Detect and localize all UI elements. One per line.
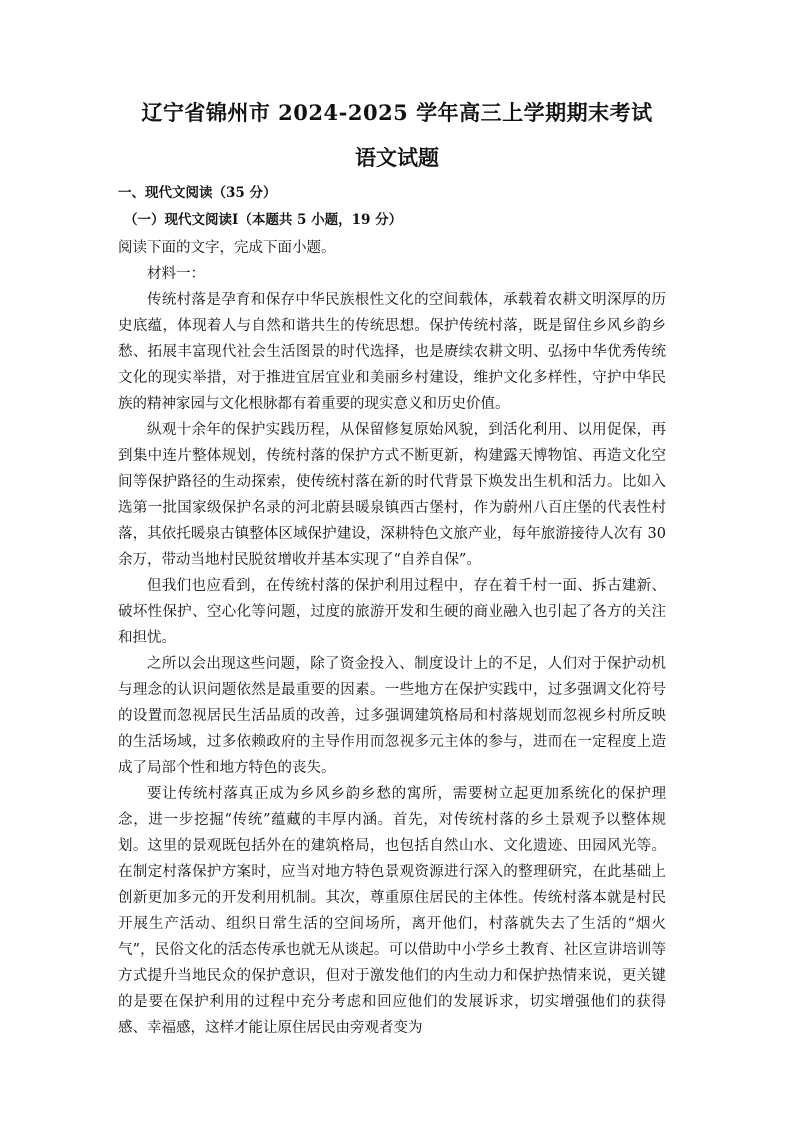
paragraph-5: 要让传统村落真正成为乡风乡韵乡愁的寓所，需要树立起更加系统化的保护理念，进一步挖掘“传统”蕴藏的丰厚内涵。首先，对传统村落的乡土景观予以整体规划。这里的景观既包括外在的建筑格局，也包括自然山水、文化遗迹、田园风光等。在制定村落保护方案时，应当对地方特色景观资源进行深入的整理研究，在此基础上创新更加多元的开发利用机制。其次，尊重原住居民的主体性。传统村落本就是村民开展生产活动、组织日常生活的空间场所，离开他们，村落就失去了生活的“烟火气”，民俗文化的活态传承也就无从谈起。可以借助中小学乡土教育、社区宣讲培训等方式提升当地民众的保护意识，但对于激发他们的内生动力和保护热情来说，更关键的是要在保护利用的过程中充分考虑和回应他们的发展诉求，切实增强他们的获得感、幸福感，这样才能让原住居民由旁观者变为 xyxy=(118,786,666,1036)
paragraph-3: 但我们也应看到，在传统村落的保护利用过程中，存在着千村一面、拆古建新、破坏性保护、空心化等问题，过度的旅游开发和生硬的商业融入也引起了各方的关注和担忧。 xyxy=(118,578,666,646)
section-subheading: （一）现代文阅读Ⅰ（本题共 5 小题，19 分） xyxy=(124,212,403,228)
exam-subtitle: 语文试题 xyxy=(355,145,439,170)
material-label: 材料一： xyxy=(147,266,205,282)
paragraph-1: 传统村落是孕育和保存中华民族根性文化的空间载体，承载着农耕文明深厚的历史底蕴，体现着人与自然和谐共生的传统思想。保护传统村落，既是留住乡风乡韵乡愁、拓展丰富现代社会生活图景的时代选择，也是赓续农耕文明、弘扬中华优秀传统文化的现实举措，对于推进宜居宜业和美丽乡村建设，维护文化多样性，守护中华民族的精神家园与文化根脉都有着重要的现实意义和历史价值。 xyxy=(118,292,666,412)
section-heading: 一、现代文阅读（35 分） xyxy=(118,185,277,201)
article-body xyxy=(118,287,666,1041)
paragraph-2: 纵观十余年的保护实践历程，从保留修复原始风貌，到活化利用、以用促保，再到集中连片整体规划，传统村落的保护方式不断更新，构建露天博物馆、再造文化空间等保护路径的生动探索，使传统村落在新的时代背景下焕发出生机和活力。比如入选第一批国家级保护名录的河北蔚县暖泉镇西古堡村，作为蔚州八百庄堡的代表性村落，其依托暖泉古镇整体区域保护建设，深耕特色文旅产业，每年旅游接待人次有 30余万，带动当地村民脱贫增收并基本实现了“自养自保”。 xyxy=(118,422,666,568)
paragraph-4: 之所以会出现这些问题，除了资金投入、制度设计上的不足，人们对于保护动机与理念的认识问题依然是最重要的因素。一些地方在保护实践中，过多强调文化符号的设置而忽视居民生活品质的改善，过多强调建筑格局和村落规划而忽视乡村所反映的生活场域，过多依赖政府的主导作用而忽视多元主体的参与，进而在一定程度上造成了局部个性和地方特色的丧失。 xyxy=(118,656,666,776)
exam-title: 辽宁省锦州市 2024-2025 学年高三上学期期末考试 xyxy=(141,100,653,125)
reading-instruction: 阅读下面的文字，完成下面小题。 xyxy=(118,240,336,256)
